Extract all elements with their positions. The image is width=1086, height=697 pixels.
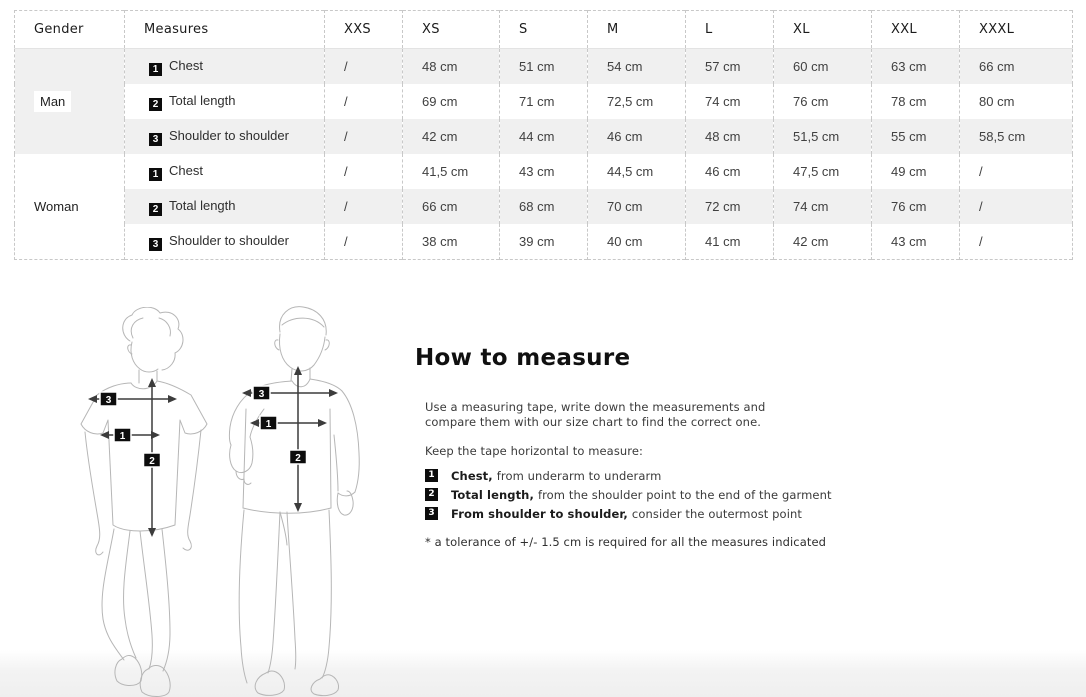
header-measures: Measures bbox=[125, 11, 325, 49]
tshirt-length-badge-label: 2 bbox=[149, 456, 155, 467]
tolerance-note: * a tolerance of +/- 1.5 cm is required for all the measures indicated bbox=[425, 535, 827, 549]
measure-number-badge: 2 bbox=[149, 203, 162, 216]
size-value-cell: 54 cm bbox=[588, 49, 686, 85]
size-value-cell: 76 cm bbox=[872, 189, 960, 224]
size-value-cell: 46 cm bbox=[686, 154, 774, 189]
step-1-badge: 1 bbox=[425, 469, 438, 482]
header-gender: Gender bbox=[15, 11, 125, 49]
intro-line-1: Use a measuring tape, write down the measurements and bbox=[425, 400, 766, 414]
tshirt-figure-outline bbox=[81, 307, 207, 696]
header-xxs: XXS bbox=[325, 11, 403, 49]
tshirt-length-badge bbox=[144, 453, 161, 467]
measure-steps-list bbox=[425, 466, 875, 523]
gender-cell-woman bbox=[15, 154, 125, 260]
measure-number-badge: 3 bbox=[149, 133, 162, 146]
measure-cell bbox=[125, 189, 325, 224]
tshirt-figure-drawing bbox=[70, 307, 210, 697]
size-value-cell: 78 cm bbox=[872, 84, 960, 119]
how-to-measure-title: How to measure bbox=[415, 345, 631, 371]
tshirt-chest-badge bbox=[114, 428, 131, 442]
header-xs: XS bbox=[403, 11, 500, 49]
size-value-cell: 71 cm bbox=[500, 84, 588, 119]
measure-label: Shoulder to shoulder bbox=[169, 127, 289, 143]
step-chest bbox=[425, 466, 875, 485]
keep-tape-line: Keep the tape horizontal to measure: bbox=[425, 444, 644, 458]
size-value-cell: 39 cm bbox=[500, 224, 588, 260]
size-chart-table bbox=[14, 10, 1073, 260]
gender-label-man: Man bbox=[34, 91, 71, 112]
sweatshirt-shoulder-badge-label: 3 bbox=[258, 389, 265, 400]
size-value-cell: 42 cm bbox=[774, 224, 872, 260]
size-value-cell: / bbox=[960, 224, 1073, 260]
size-value-cell: / bbox=[325, 49, 403, 85]
size-value-cell: 44,5 cm bbox=[588, 154, 686, 189]
size-value-cell: 58,5 cm bbox=[960, 119, 1073, 154]
size-value-cell: / bbox=[325, 189, 403, 224]
size-value-cell: 69 cm bbox=[403, 84, 500, 119]
tshirt-shoulder-badge bbox=[100, 392, 117, 406]
gender-cell-man bbox=[15, 49, 125, 155]
step-2-text: from the shoulder point to the end of the garment bbox=[537, 487, 832, 502]
step-1-text: from underarm to underarm bbox=[496, 468, 662, 483]
size-value-cell: 72,5 cm bbox=[588, 84, 686, 119]
header-xxl: XXL bbox=[872, 11, 960, 49]
header-xxxl: XXXL bbox=[960, 11, 1073, 49]
header-m: M bbox=[588, 11, 686, 49]
size-value-cell: 47,5 cm bbox=[774, 154, 872, 189]
size-value-cell: 44 cm bbox=[500, 119, 588, 154]
tshirt-chest-badge-label: 1 bbox=[119, 431, 126, 442]
step-1-lead: Chest, bbox=[451, 468, 493, 483]
step-3-text: consider the outermost point bbox=[631, 506, 802, 521]
size-value-cell: 70 cm bbox=[588, 189, 686, 224]
size-value-cell: / bbox=[325, 119, 403, 154]
measure-cell bbox=[125, 49, 325, 85]
size-value-cell: 43 cm bbox=[872, 224, 960, 260]
size-value-cell: 74 cm bbox=[686, 84, 774, 119]
measure-label: Total length bbox=[169, 197, 236, 213]
measure-label: Chest bbox=[169, 162, 203, 178]
size-value-cell: 40 cm bbox=[588, 224, 686, 260]
step-shoulder bbox=[425, 504, 875, 523]
size-value-cell: / bbox=[325, 224, 403, 260]
measure-cell bbox=[125, 224, 325, 260]
size-value-cell: 38 cm bbox=[403, 224, 500, 260]
sweatshirt-chest-badge-label: 1 bbox=[265, 419, 272, 430]
measure-label: Shoulder to shoulder bbox=[169, 232, 289, 248]
step-total-length bbox=[425, 485, 875, 504]
table-header-row bbox=[15, 11, 1073, 49]
measure-cell bbox=[125, 119, 325, 154]
sweatshirt-chest-badge bbox=[260, 416, 277, 430]
size-value-cell: 66 cm bbox=[960, 49, 1073, 85]
size-value-cell: 51,5 cm bbox=[774, 119, 872, 154]
sweatshirt-length-badge bbox=[290, 450, 307, 464]
measure-number-badge: 2 bbox=[149, 98, 162, 111]
step-2-badge: 2 bbox=[425, 488, 438, 501]
size-value-cell: 55 cm bbox=[872, 119, 960, 154]
header-xl: XL bbox=[774, 11, 872, 49]
size-value-cell: 63 cm bbox=[872, 49, 960, 85]
size-value-cell: / bbox=[325, 154, 403, 189]
step-3-badge: 3 bbox=[425, 507, 438, 520]
size-value-cell: / bbox=[960, 154, 1073, 189]
sweatshirt-figure-outline bbox=[229, 307, 359, 696]
size-value-cell: 51 cm bbox=[500, 49, 588, 85]
size-value-cell: 66 cm bbox=[403, 189, 500, 224]
size-value-cell: 48 cm bbox=[403, 49, 500, 85]
step-3-lead: From shoulder to shoulder, bbox=[451, 506, 628, 521]
table-row-woman-chest bbox=[15, 154, 1073, 189]
measure-label: Total length bbox=[169, 92, 236, 108]
size-value-cell: / bbox=[960, 189, 1073, 224]
size-value-cell: 43 cm bbox=[500, 154, 588, 189]
table-row-man-total-length bbox=[15, 84, 1073, 119]
size-value-cell: 76 cm bbox=[774, 84, 872, 119]
table-row-man-shoulder bbox=[15, 119, 1073, 154]
intro-paragraph bbox=[425, 400, 875, 430]
measure-label: Chest bbox=[169, 57, 203, 73]
table-row-woman-total-length bbox=[15, 189, 1073, 224]
size-value-cell: 41 cm bbox=[686, 224, 774, 260]
size-value-cell: 68 cm bbox=[500, 189, 588, 224]
measure-number-badge: 1 bbox=[149, 168, 162, 181]
size-value-cell: 41,5 cm bbox=[403, 154, 500, 189]
sweatshirt-shoulder-badge bbox=[253, 386, 270, 400]
gender-label-woman: Woman bbox=[34, 199, 79, 214]
measure-cell bbox=[125, 154, 325, 189]
size-value-cell: / bbox=[325, 84, 403, 119]
step-2-lead: Total length, bbox=[451, 487, 534, 502]
measure-number-badge: 1 bbox=[149, 63, 162, 76]
sweatshirt-figure-drawing bbox=[210, 305, 370, 697]
size-value-cell: 80 cm bbox=[960, 84, 1073, 119]
measure-number-badge: 3 bbox=[149, 238, 162, 251]
size-value-cell: 57 cm bbox=[686, 49, 774, 85]
tshirt-shoulder-badge-label: 3 bbox=[105, 395, 112, 406]
measure-cell bbox=[125, 84, 325, 119]
how-to-measure-section bbox=[415, 345, 875, 549]
header-s: S bbox=[500, 11, 588, 49]
size-value-cell: 42 cm bbox=[403, 119, 500, 154]
sweatshirt-length-badge-label: 2 bbox=[295, 453, 301, 464]
table-row-man-chest bbox=[15, 49, 1073, 85]
size-value-cell: 72 cm bbox=[686, 189, 774, 224]
intro-line-2: compare them with our size chart to find the correct one. bbox=[425, 415, 762, 429]
size-value-cell: 60 cm bbox=[774, 49, 872, 85]
size-value-cell: 49 cm bbox=[872, 154, 960, 189]
table-row-woman-shoulder bbox=[15, 224, 1073, 260]
size-value-cell: 48 cm bbox=[686, 119, 774, 154]
size-value-cell: 46 cm bbox=[588, 119, 686, 154]
size-value-cell: 74 cm bbox=[774, 189, 872, 224]
header-l: L bbox=[686, 11, 774, 49]
